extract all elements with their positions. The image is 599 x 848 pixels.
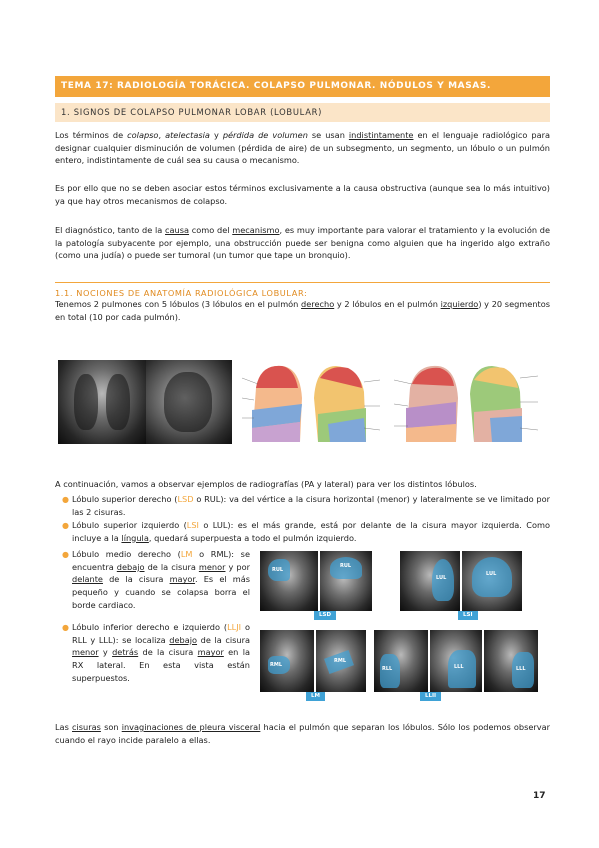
bullet-icon: ●: [62, 550, 69, 559]
bullet-icon: ●: [62, 521, 69, 530]
paragraph-fissures: Las cisuras son invaginaciones de pleura visceral hacia el pulmón que separan los lóbulos. Sólo los podemos observar cuando el rayo incide paralelo a ellas.: [55, 722, 551, 745]
bullet-icon: ●: [62, 495, 69, 504]
paragraph-diagnosis: El diagnóstico, tanto de la causa como del mecanismo, es muy importante para valorar el tratamiento y la evolución de la patología subyacente por ejemplo, una obstrucción puede ser benigna como alguien que ha ingerido algo extraño (como una judía) o puede ser tumoral (un tumor que tape un bronquio).: [55, 225, 551, 261]
xray-rul-lateral: RUL: [320, 551, 372, 611]
xray-lul-pa: LUL: [400, 551, 460, 611]
list-item-lli: ● Lóbulo inferior derecho e izquierdo (LLJI o RLL y LLL): se localiza debajo de la cisura menor y detrás de la cisura mayor en la RX lateral. En esta vista están superpuestos.: [62, 622, 250, 683]
tag-lsd: LSD: [314, 611, 336, 620]
paragraph-causes: Es por ello que no se deben asociar estos términos exclusivamente a la causa obstructiva (aunque sea lo más intuitivo) ya que hay otros mecanismos de colapso.: [55, 183, 550, 206]
tag-lsi: LSI: [458, 611, 478, 620]
page-number: 17: [533, 791, 546, 801]
xray-lul-lateral: LUL: [462, 551, 522, 611]
list-item-lsi: ● Lóbulo superior izquierdo (LSI o LUL): es el más grande, está por delante de la cisura mayor izquierda. Como incluye a la língula, quedará superpuesta a todo el pulmón izquierdo.: [62, 520, 550, 543]
subsection-heading: 1.1. NOCIONES DE ANATOMÍA RADIOLÓGICA LOBULAR:: [55, 282, 550, 300]
bullet-icon: ●: [62, 623, 69, 632]
lung-lobes-anatomy-illustration-back: [390, 358, 540, 448]
pa-chest-xray-image: [58, 360, 146, 444]
xray-rul-pa: RUL: [260, 551, 318, 611]
lung-lobes-anatomy-illustration-front: [238, 358, 382, 448]
chapter-title: TEMA 17: RADIOLOGÍA TORÁCICA. COLAPSO PULMONAR. NÓDULOS Y MASAS.: [55, 76, 550, 97]
xray-rml-lateral: RML: [316, 630, 366, 692]
tag-lli: LLII: [420, 692, 441, 701]
xray-rml-pa: RML: [260, 630, 314, 692]
xray-lll-pa: LLL: [484, 630, 538, 692]
paragraph-lobes: Tenemos 2 pulmones con 5 lóbulos (3 lóbulos en el pulmón derecho y 2 lóbulos en el pulmón izquierdo) y 20 segmentos en total (10 por cada pulmón).: [55, 299, 550, 322]
lateral-chest-xray-image: [146, 360, 232, 444]
list-item-lsd: ● Lóbulo superior derecho (LSD o RUL): va del vértice a la cisura horizontal (menor) y lateralmente se ve limitado por las 2 cisuras.: [62, 494, 551, 517]
tag-lm: LM: [306, 692, 325, 701]
section-heading: 1. SIGNOS DE COLAPSO PULMONAR LOBAR (LOBULAR): [55, 103, 550, 122]
paragraph-examples: A continuación, vamos a observar ejemplos de radiografías (PA y lateral) para ver los distintos lóbulos.: [55, 479, 477, 489]
paragraph-definition: Los términos de colapso, atelectasia y pérdida de volumen se usan indistintamente en el lenguaje radiológico para designar cualquier disminución de volumen (pérdida de aire) de un subsegmento, un segmento, un lóbulo o un pulmón entero, indistintamente de cuál sea su causa o mecanismo.: [55, 130, 550, 166]
xray-lll-lateral: LLL: [430, 630, 482, 692]
xray-rll-pa: RLL: [374, 630, 428, 692]
list-item-lm: ● Lóbulo medio derecho (LM o RML): se encuentra debajo de la cisura menor y por delante de la cisura mayor. Es el más pequeño y cuando se colapsa borra el borde cardiaco.: [62, 549, 250, 610]
